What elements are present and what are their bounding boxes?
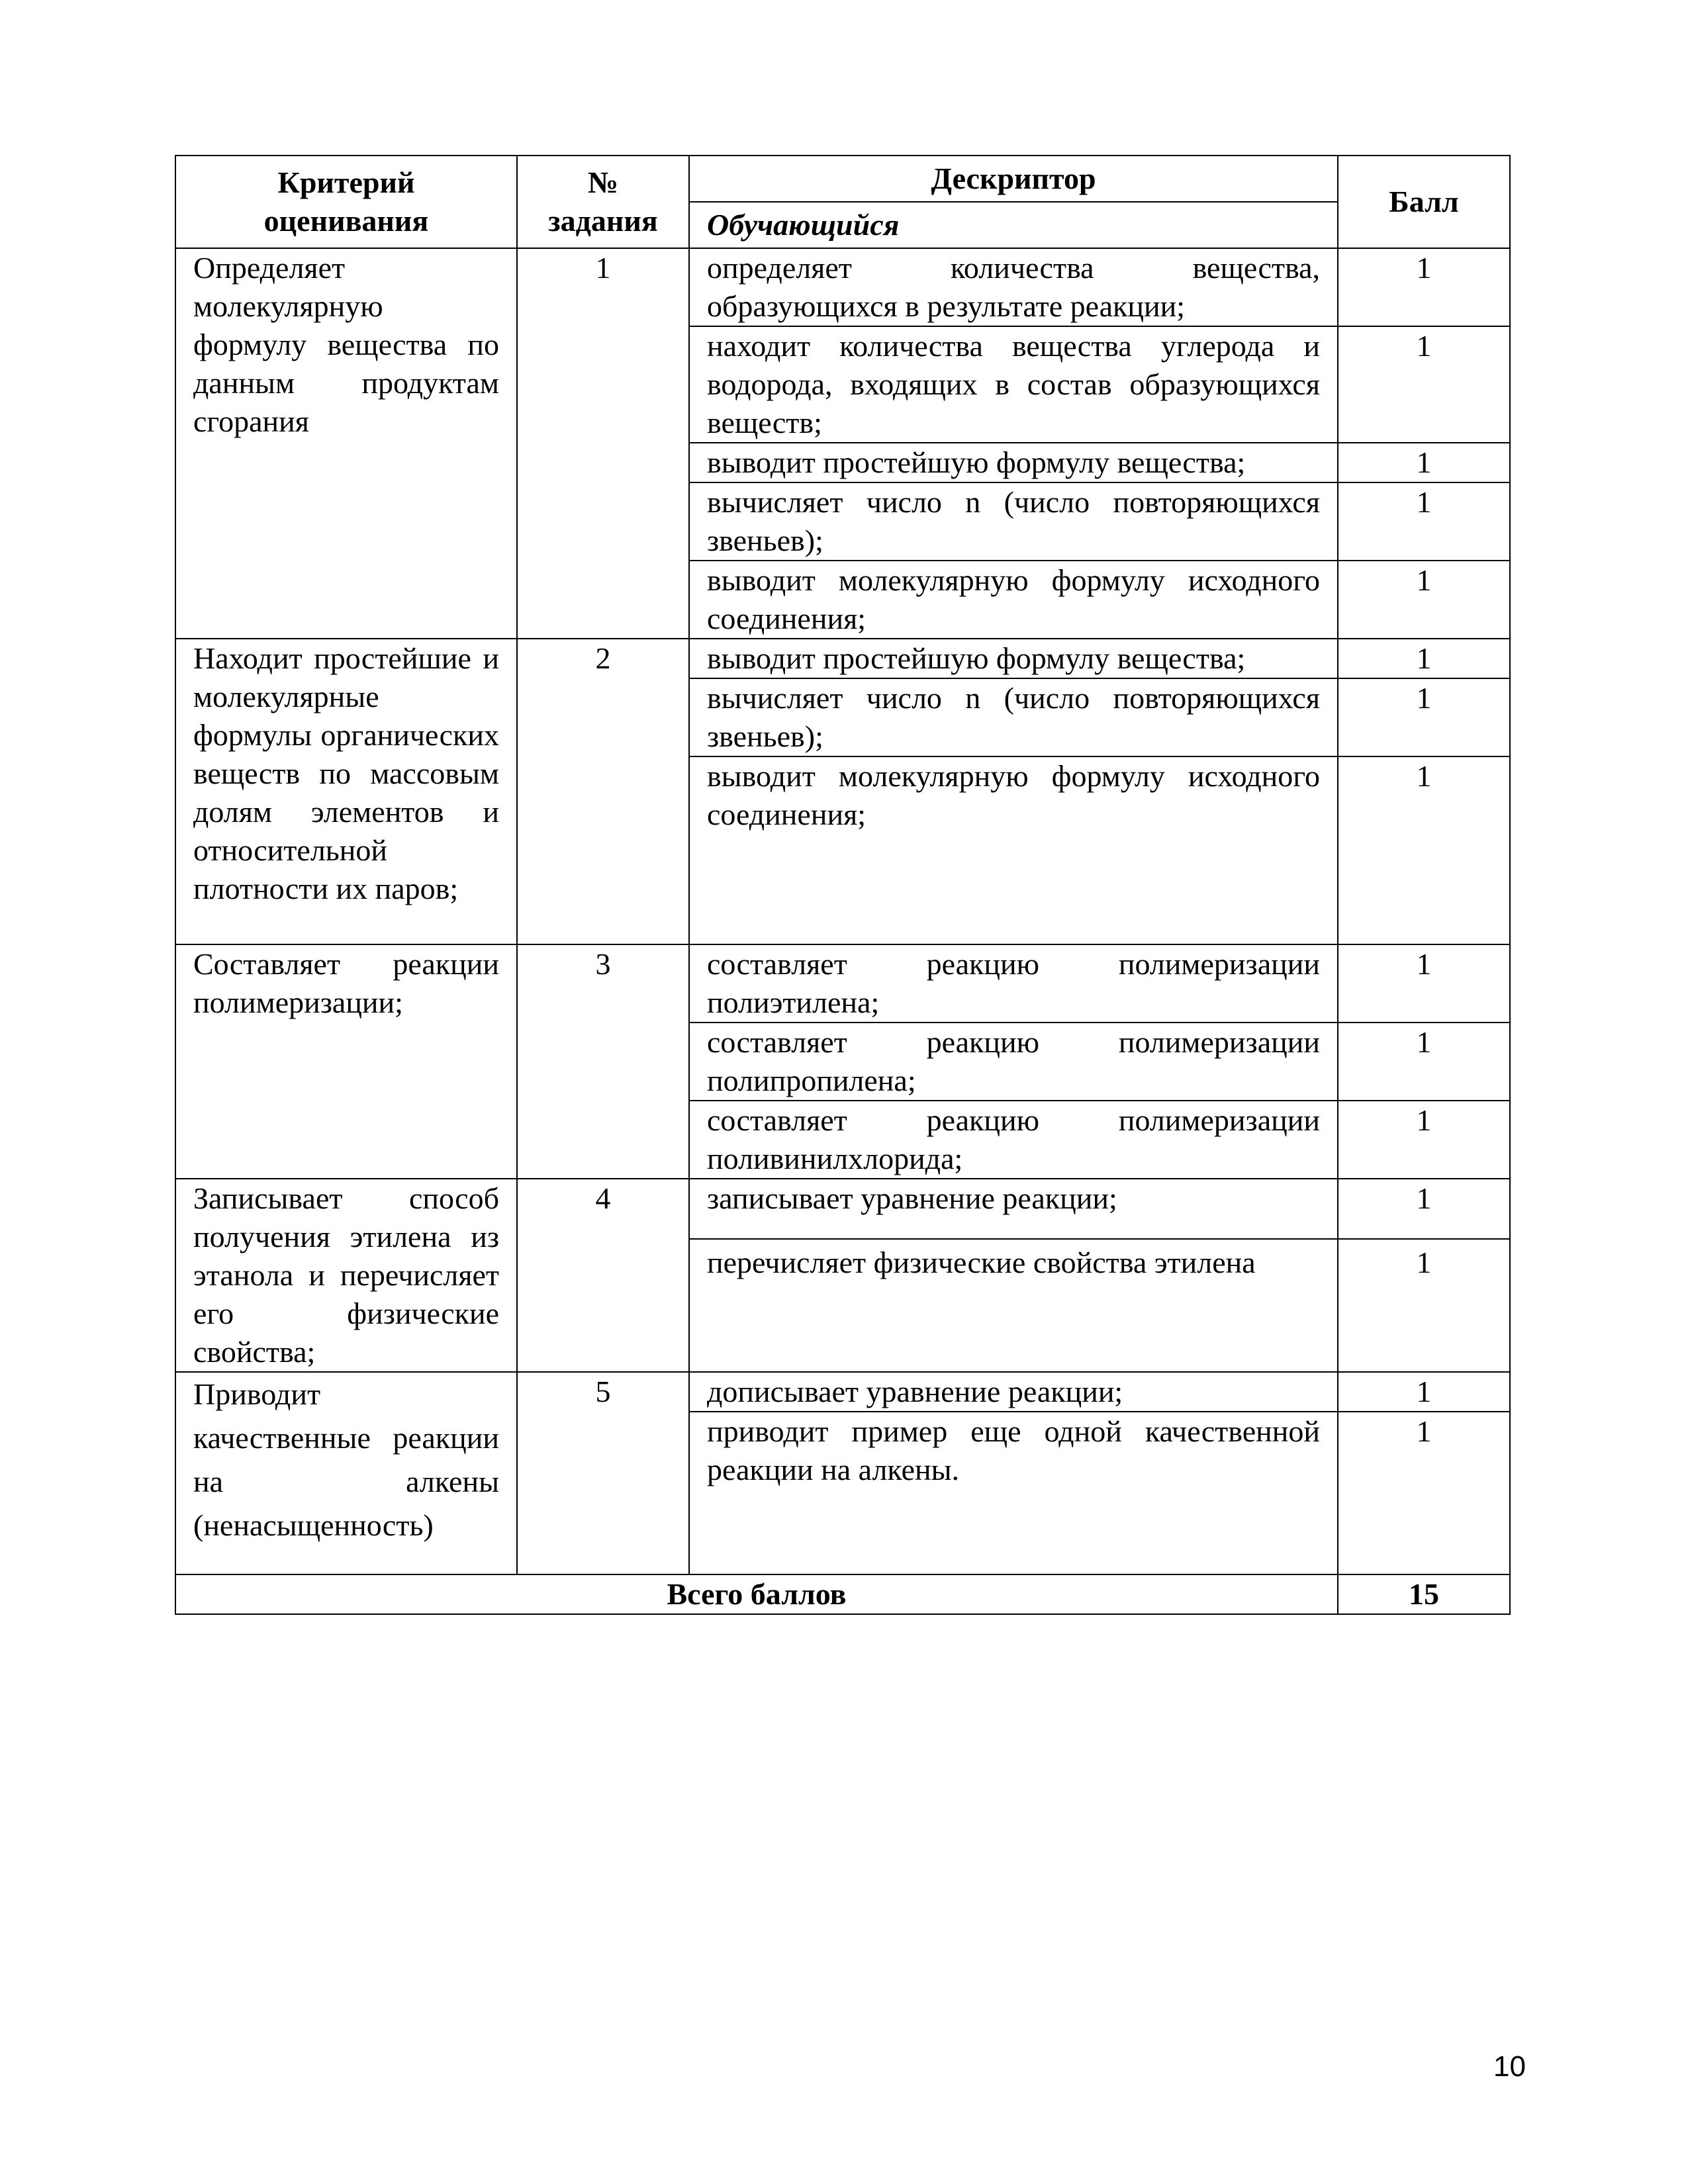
header-learner: Обучающийся [689, 202, 1338, 248]
task-number-cell: 1 [517, 248, 689, 639]
header-task-no: № задания [517, 156, 689, 248]
score-cell: 1 [1338, 443, 1510, 482]
page-number: 10 [1493, 2050, 1526, 2083]
score-cell: 1 [1338, 248, 1510, 326]
table-row [175, 639, 1510, 678]
score-cell: 1 [1338, 482, 1510, 561]
score-cell: 1 [1338, 944, 1510, 1023]
criterion-cell: Записывает способ получения этилена из этанола и перечисляет его физические свойства; [175, 1179, 517, 1372]
descriptor-cell: составляет реакцию полимеризации полипропилена; [689, 1023, 1338, 1101]
score-cell: 1 [1338, 1412, 1510, 1574]
task-number-cell: 2 [517, 639, 689, 944]
total-row [175, 1574, 1510, 1614]
descriptor-cell: составляет реакцию полимеризации полиэтилена; [689, 944, 1338, 1023]
total-label: Всего баллов [175, 1574, 1338, 1614]
descriptor-cell: приводит пример еще одной качественной реакции на алкены. [689, 1412, 1338, 1574]
descriptor-cell: вычисляет число n (число повторяющихся звеньев); [689, 482, 1338, 561]
header-score: Балл [1338, 156, 1510, 248]
score-cell: 1 [1338, 639, 1510, 678]
score-cell: 1 [1338, 1372, 1510, 1412]
score-cell: 1 [1338, 1101, 1510, 1179]
criterion-cell: Составляет реакции полимеризации; [175, 944, 517, 1179]
score-cell: 1 [1338, 1239, 1510, 1372]
total-value: 15 [1338, 1574, 1510, 1614]
score-cell: 1 [1338, 756, 1510, 944]
score-cell: 1 [1338, 1179, 1510, 1239]
table-row [175, 248, 1510, 326]
header-criterion: Критерий оценивания [175, 156, 517, 248]
task-number-cell: 4 [517, 1179, 689, 1372]
descriptor-cell: выводит молекулярную формулу исходного соединения; [689, 561, 1338, 639]
table-row [175, 944, 1510, 1023]
criterion-cell: Приводит качественные реакции на алкены (ненасыщенность) [175, 1372, 517, 1574]
descriptor-cell: находит количества вещества углерода и водорода, входящих в состав образующихся веществ; [689, 326, 1338, 443]
descriptor-cell: перечисляет физические свойства этилена [689, 1239, 1338, 1372]
score-cell: 1 [1338, 561, 1510, 639]
descriptor-cell: составляет реакцию полимеризации поливинилхлорида; [689, 1101, 1338, 1179]
score-cell: 1 [1338, 326, 1510, 443]
descriptor-cell: выводит простейшую формулу вещества; [689, 443, 1338, 482]
criterion-cell: Определяет молекулярную формулу вещества по данным продуктам сгорания [175, 248, 517, 639]
table-row [175, 1372, 1510, 1412]
score-cell: 1 [1338, 1023, 1510, 1101]
header-descriptor: Дескриптор [689, 156, 1338, 202]
task-number-cell: 5 [517, 1372, 689, 1574]
task-number-cell: 3 [517, 944, 689, 1179]
score-cell: 1 [1338, 678, 1510, 756]
header-row [175, 156, 1510, 202]
table-row [175, 1179, 1510, 1239]
descriptor-cell: определяет количества вещества, образующихся в результате реакции; [689, 248, 1338, 326]
assessment-rubric-table [175, 155, 1511, 1615]
criterion-cell: Находит простейшие и молекулярные формулы органических веществ по массовым долям элементов и относительной плотности их паров; [175, 639, 517, 944]
descriptor-cell: выводит простейшую формулу вещества; [689, 639, 1338, 678]
descriptor-cell: вычисляет число n (число повторяющихся звеньев); [689, 678, 1338, 756]
descriptor-cell: записывает уравнение реакции; [689, 1179, 1338, 1239]
descriptor-cell: выводит молекулярную формулу исходного соединения; [689, 756, 1338, 944]
descriptor-cell: дописывает уравнение реакции; [689, 1372, 1338, 1412]
